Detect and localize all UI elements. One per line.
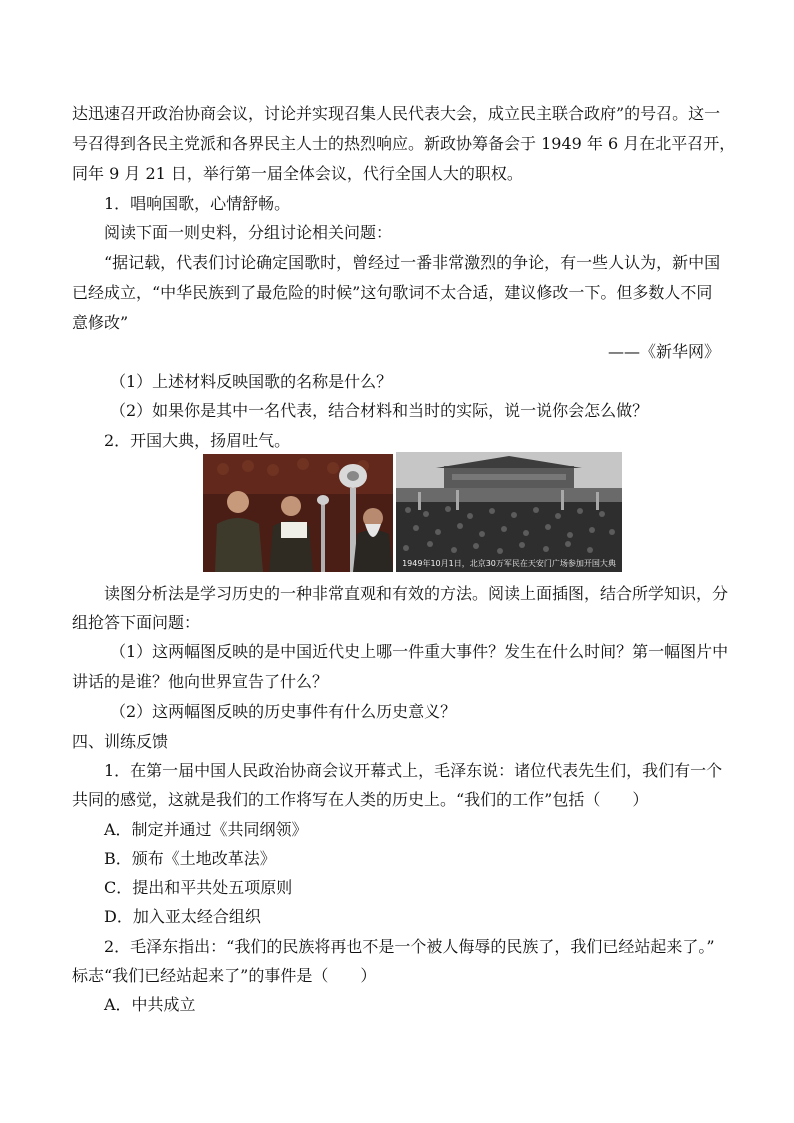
intro-line-1: 达迅速召开政治协商会议，讨论并实现召集人民代表大会，成立民主联合政府”的号召。这一 (72, 104, 721, 123)
exercise1-line-1: 1．在第一届中国人民政治协商会议开幕式上，毛泽东说：诸位代表先生们，我们有一个 (104, 761, 723, 780)
exercise1-line-2: 共同的感觉，这就是我们的工作将写在人类的历史上。“我们的工作”包括（ ） (72, 790, 649, 809)
quote-line-2: 已经成立，“中华民族到了最危险的时候”这句歌词不太合适，建议修改一下。但多数人不同 (72, 283, 713, 302)
analysis-line-1: 读图分析法是学习历史的一种非常直观和有效的方法。阅读上面插图，结合所学知识，分 (104, 584, 729, 603)
founding-ceremony-photo (396, 452, 622, 572)
intro-line-2: 号召得到各民主党派和各界民主人士的热烈响应。新政协筹备会于 1949 年 6 月在北平召开， (72, 134, 736, 153)
intro-line-3: 同年 9 月 21 日，举行第一届全体会议，代行全国人大的职权。 (72, 164, 523, 183)
exercise1-option-b: B．颁布《土地改革法》 (104, 849, 276, 868)
quote-source: ——《新华网》 (607, 342, 720, 361)
section2-question-2: （2）这两幅图反映的历史事件有什么历史意义？ (110, 702, 457, 721)
photo-caption: 1949年10月1日，北京30万军民在天安门广场参加开国大典 (402, 559, 616, 568)
section2-heading: 2．开国大典，扬眉吐气。 (104, 431, 291, 450)
section2-question-1a: （1）这两幅图反映的是中国近代史上哪一件重大事件？发生在什么时间？第一幅图片中 (110, 642, 729, 661)
section1-heading: 1．唱响国歌，心情舒畅。 (104, 194, 291, 213)
exercise2-line-2: 标志“我们已经站起来了”的事件是（ ） (72, 966, 377, 985)
tiananmen-crowd-illustration (396, 452, 622, 572)
section1-question-1: （1）上述材料反映国歌的名称是什么？ (110, 372, 393, 391)
section2-question-1b: 讲话的是谁？他向世界宣告了什么？ (72, 672, 329, 691)
exercise2-option-a: A．中共成立 (104, 995, 196, 1014)
quote-line-3: 意修改” (72, 313, 129, 332)
section1-prompt: 阅读下面一则史料，分组讨论相关问题： (104, 223, 393, 242)
exercise2-line-1: 2．毛泽东指出：“我们的民族将再也不是一个被人侮辱的民族了，我们已经站起来了。” (104, 937, 715, 956)
quote-line-1: “据记载，代表们讨论确定国歌时，曾经过一番非常激烈的争论，有一些人认为，新中国 (104, 253, 721, 272)
section1-question-2: （2）如果你是其中一名代表，结合材料和当时的实际，说一说你会怎么做？ (110, 401, 649, 420)
section4-heading: 四、训练反馈 (72, 732, 169, 751)
analysis-line-2: 组抢答下面问题： (72, 613, 201, 632)
mao-speech-photo (203, 454, 393, 572)
exercise1-option-c: C．提出和平共处五项原则 (104, 878, 293, 897)
mao-speech-illustration (203, 454, 393, 572)
exercise1-option-a: A．制定并通过《共同纲领》 (104, 820, 308, 839)
exercise1-option-d: D．加入亚太经合组织 (104, 907, 261, 926)
